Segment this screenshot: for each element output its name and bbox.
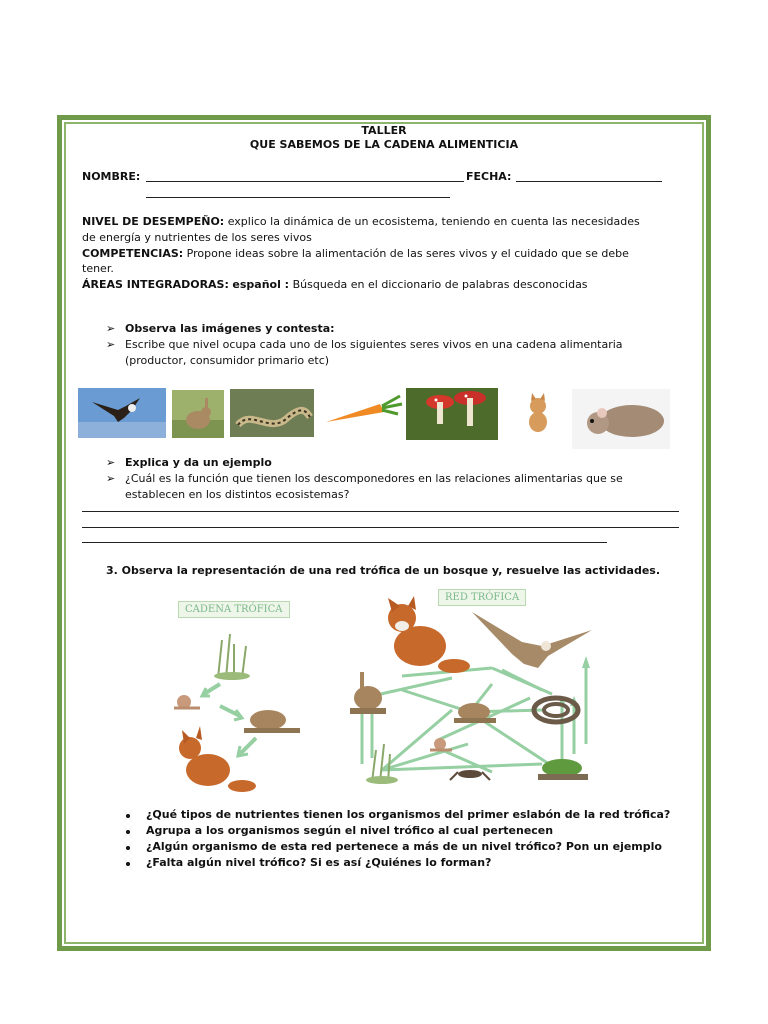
- cadena-trofica-diagram: [160, 620, 310, 800]
- rabbit-icon: [350, 672, 386, 714]
- worksheet-subtitle: QUE SABEMOS DE LA CADENA ALIMENTICIA: [249, 138, 519, 151]
- snail-icon: [174, 695, 200, 709]
- fox-icon: [179, 726, 256, 792]
- fox-icon: [388, 596, 470, 673]
- bullet-dot-icon: [126, 846, 130, 850]
- areas-line: [82, 278, 588, 292]
- hawk-icon: [472, 612, 592, 668]
- bullet-dot-icon: [126, 830, 130, 834]
- rabbit-photo: [172, 390, 224, 438]
- nombre-label: NOMBRE:: [82, 170, 141, 183]
- answer-line-2[interactable]: [82, 527, 679, 528]
- desempeno-text2: de energía y nutrientes de los seres vivos: [82, 231, 312, 244]
- competencias-line1: [82, 247, 629, 261]
- question-4: ¿Falta algún nivel trófico? Si es así ¿Quiénes lo forman?: [146, 856, 492, 869]
- fecha-field[interactable]: [516, 181, 662, 182]
- red-trofica-tag: RED TRÓFICA: [438, 589, 526, 606]
- section1-item2-line1: Escribe que nivel ocupa cada uno de los siguientes seres vivos en una cadena alimentaria: [125, 338, 623, 351]
- arrow-bullet-icon: ➢: [106, 322, 116, 335]
- answer-line-3[interactable]: [82, 542, 607, 543]
- areas-subject: español :: [232, 278, 290, 291]
- red-trofica-diagram: [342, 594, 598, 790]
- desempeno-label: NIVEL DE DESEMPEÑO:: [82, 215, 225, 228]
- answer-line-1[interactable]: [82, 511, 679, 512]
- arrow-bullet-icon: ➢: [106, 472, 116, 485]
- cricket-icon: [450, 770, 490, 780]
- bullet-dot-icon: [126, 814, 130, 818]
- areas-text: Búsqueda en el diccionario de palabras desconocidas: [292, 278, 588, 291]
- cadena-trofica-tag: CADENA TRÓFICA: [178, 601, 290, 618]
- areas-label: ÁREAS INTEGRADORAS:: [82, 278, 229, 291]
- question-1: ¿Qué tipos de nutrientes tienen los organismos del primer eslabón de la red trófica?: [146, 808, 671, 821]
- fecha-label: FECHA:: [466, 170, 512, 183]
- rat-photo: [572, 389, 670, 449]
- rabbit-icon: [244, 710, 300, 733]
- question-2: Agrupa a los organismos según el nivel trófico al cual pertenecen: [146, 824, 554, 837]
- bullet-dot-icon: [126, 862, 130, 866]
- competencias-text1: Propone ideas sobre la alimentación de las seres vivos y el cuidado que se debe: [186, 247, 629, 260]
- eagle-photo: [78, 388, 166, 438]
- worksheet-title: TALLER: [361, 124, 407, 137]
- section1-item2-line2: (productor, consumidor primario etc): [125, 354, 330, 367]
- section1-item1: Observa las imágenes y contesta:: [125, 322, 335, 335]
- competencias-label: COMPETENCIAS:: [82, 247, 184, 260]
- desempeno-line1: [82, 215, 640, 229]
- question-3: ¿Algún organismo de esta red pertenece a más de un nivel trófico? Pon un ejemplo: [146, 840, 662, 853]
- snake-photo: [230, 389, 314, 437]
- section3-heading: 3. Observa la representación de una red trófica de un bosque y, resuelve las actividades.: [106, 564, 661, 577]
- section2-item2-line1: ¿Cuál es la función que tienen los descomponedores en las relaciones alimentarias que se: [125, 472, 623, 485]
- arrow-bullet-icon: ➢: [106, 456, 116, 469]
- competencias-text2: tener.: [82, 262, 114, 275]
- kitten-photo: [520, 390, 556, 434]
- snail-icon: [430, 738, 452, 750]
- nombre-field[interactable]: [146, 181, 464, 182]
- mushrooms-photo: [406, 388, 498, 440]
- grass-icon: [214, 634, 250, 680]
- desempeno-text1: explico la dinámica de un ecosistema, teniendo en cuenta las necesidades: [227, 215, 640, 228]
- nombre-field-line2[interactable]: [146, 197, 450, 198]
- section2-item2-line2: establecen en los distintos ecosistemas?: [125, 488, 350, 501]
- section2-item1: Explica y da un ejemplo: [125, 456, 272, 469]
- carrot-photo: [322, 392, 404, 428]
- mouse-icon: [454, 703, 496, 723]
- arrow-bullet-icon: ➢: [106, 338, 116, 351]
